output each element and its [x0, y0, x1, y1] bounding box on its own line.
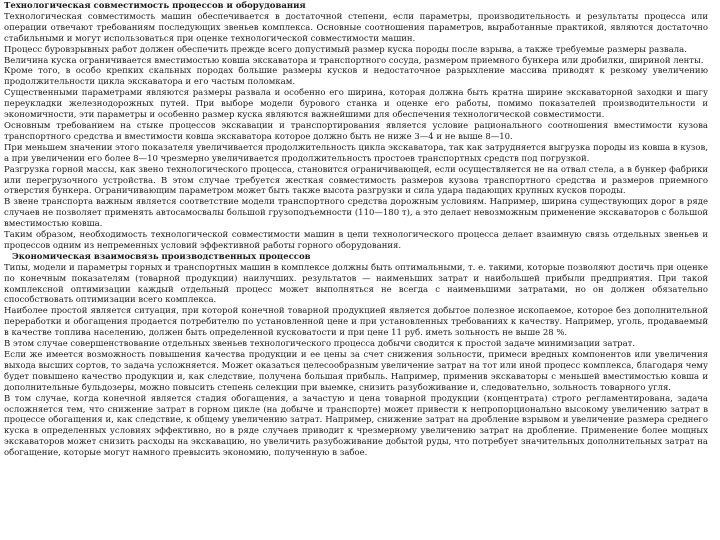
paragraph: Типы, модели и параметры горных и транспортных машин в комплексе должны быть оптимальными, т. е. такими, которые позволяют достичь при оценке по конечным показателям (товарной продукции) наилучших. результатов — наименьших затрат и наибольшей прибыли предприятия. При такой комплексной оптимизации каждый отдельный процесс может выполняться не всегда с наименьшими затратами, но он должен обязательно способствовать оптимизации всего комплекса.	[4, 262, 708, 306]
paragraph: Таким образом, необходимость технологической совместимости машин в цепи технологического процесса делает взаимную связь отдельных звеньев и процессов одним из непременных условий эффективной работы горного оборудования.	[4, 230, 708, 251]
paragraph: Процесс буровзрывных работ должен обеспечить прежде всего допустимый размер куска породы после взрыва, а также требуемые размеры развала.	[4, 44, 687, 55]
paragraph: Величина куска ограничивается вместимостью ковша экскаватора и транспортного сосуда, размером приемного бункера или дробилки, шириной ленты.	[4, 55, 704, 66]
paragraph: В звене транспорта важным является соответствие модели транспортного средства дорожным условиям. Например, ширина существующих дорог в ряде случаев не позволяет применять автосамосвалы большой грузоподъемности (110—180 т), а это делает невозможным применение экскаваторов с большой вместимостью ковша.	[4, 197, 708, 230]
section-heading-compatibility: Технологическая совместимость процессов и оборудования	[4, 1, 306, 11]
paragraph: Основным требованием на стыке процессов экскавации и транспортирования является условие рационального соотношения вместимости кузова транспортного средства и вместимости ковша экскаватора которое должно быть не ниже 3—4 и не выше 8—10.	[4, 120, 708, 142]
section-heading-economic: Экономическая взаимосвязь производственных процессов	[12, 251, 311, 262]
paragraph: При меньшем значении этого показателя увеличивается продолжительность цикла экскаватора, так как затрудняется выгрузка породы из ковша в кузов, а при увеличении его более 8—10 чрезмерно увеличивается продолжительность простоев транспортных средств под погрузкой.	[4, 142, 708, 164]
paragraph: Наиболее простой является ситуация, при которой конечной товарной продукцией является добытое полезное ископаемое, которое без дополнительной переработки и обогащения продается потребителю по установленной цене и при установленных требованиях к качеству. Например, уголь, продаваемый в качестве топлива населению, должен быть определенной кусковатости и при цене 11 руб. иметь зольность не выше 28 %.	[4, 306, 708, 339]
paragraph: Если же имеется возможность повышения качества продукции и ее цены за счет снижения зольности, примеси вредных компонентов или увеличения выхода высших сортов, то задача усложняется. Может оказаться целесообразным увеличение затрат на тот или иной процесс комплекса, благодаря чему будет повышено качество продукции и, как следствие, получена большая прибыль. Например, применив экскаваторы с меньшей вместимостью ковша и дополнительные бульдозеры, можно повысить степень селекции при выемке, снизить разубоживание и, следовательно, зольность товарного угля.	[4, 350, 708, 393]
paragraph: В том случае, когда конечной является стадия обогащения, а зачастую и цена товарной продукции (концентрата) строго регламентирована, задача осложняется тем, что снижение затрат в горном цикле (на добыче и транспорте) может привести к непропорционально высокому увеличению затрат в процессе обогащения и, как следствие, к общему увеличению затрат. Например, снижение затрат на дробление взрывом и увеличение размера среднего куска в определенных условиях эффективно, но в ряде случаев приводит к чрезмерному увеличению затрат на дробление. Применение более мощных экскаваторов может снизить расходы на экскавацию, но увеличить разубоживание добытой руды, что потребует значительных дополнительных затрат на обогащение, которые могут намного превысить экономию, полученную в забое.	[4, 393, 708, 459]
paragraph: В этом случае совершенствование отдельных звеньев технологического процесса добычи сводится к простой задаче минимизации затрат.	[4, 339, 636, 350]
paragraph: Разгрузка горной массы, как звено технологического процесса, становится ограничивающей, если осуществляется не на отвал стела, а в бункер фабрики или перегрузочного устройства. В этом случае требуется жесткая совместимость размеров кузова транспортного средства и размеров приемного отверстия бункера. Ограничивающим параметром может быть также высота разгрузки и сила удара падающих крупных кусков породы.	[4, 164, 708, 197]
paragraph: Существенными параметрами являются размеры развала и особенно его ширина, которая должна быть кратна ширине экскаваторной заходки и шагу переукладки железнодорожных путей. При выборе модели бурового станка и оценке его работы, помимо показателей производительности и экономичности, эти параметры и особенно размер куска являются важнейшими для обеспечения технологической совместимости.	[4, 88, 708, 121]
paragraph: Технологическая совместимость машин обеспечивается в достаточной степени, если параметры, производительность и результаты процесса или операции отвечают требованиям последующих звеньев комплекса. Основные соотношения параметров, выработанные практикой, являются достаточно стабильными и могут использоваться при оценке технологической совместимости машин.	[4, 11, 708, 44]
paragraph: Кроме того, в особо крепких скальных породах большие размеры кусков и недостаточное разрыхление массива приводят к резкому увеличению продолжительности цикла экскаватора и его частым поломкам.	[4, 66, 708, 88]
